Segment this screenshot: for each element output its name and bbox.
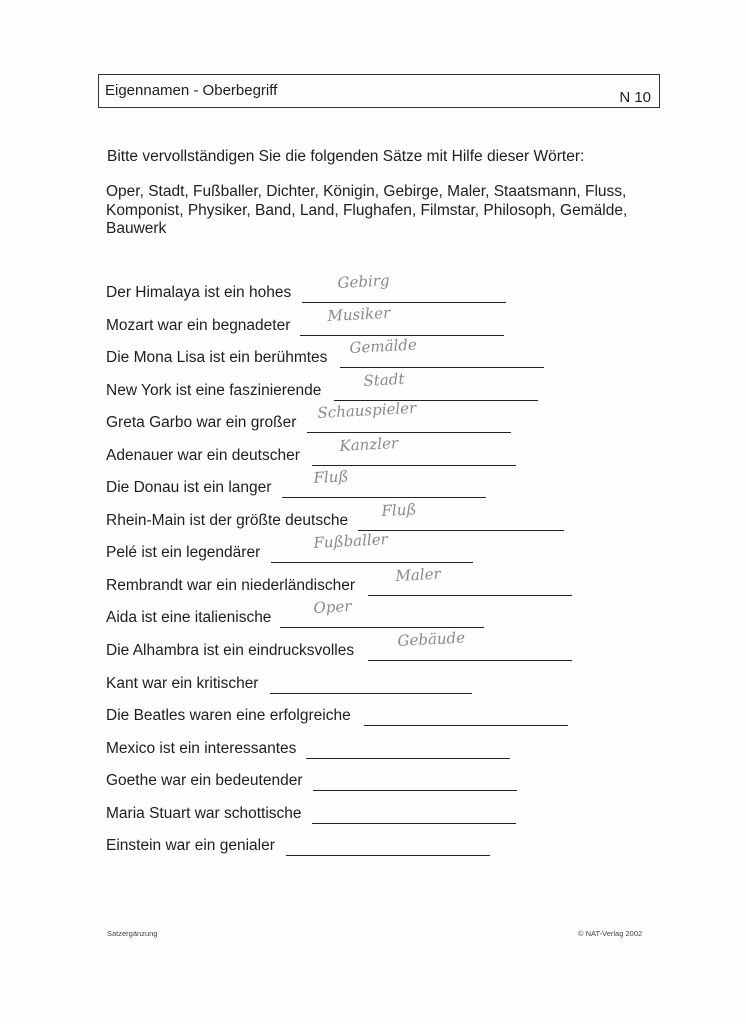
sentence-stem: Einstein war ein genialer: [106, 837, 275, 854]
handwritten-answer: Fluß: [381, 500, 417, 520]
answer-blank[interactable]: [271, 562, 473, 563]
answer-blank[interactable]: [286, 855, 490, 856]
answer-blank[interactable]: [312, 823, 516, 824]
answer-blank[interactable]: [280, 627, 484, 628]
footer-category: Satzergänzung: [107, 929, 158, 938]
sentence-stem: Kant war ein kritischer: [106, 675, 259, 692]
handwritten-answer: Fußballer: [313, 530, 389, 552]
answer-blank[interactable]: [364, 725, 568, 726]
handwritten-answer: Musiker: [327, 303, 391, 325]
answer-blank[interactable]: [282, 497, 486, 498]
sentence-stem: Adenauer war ein deutscher: [106, 447, 300, 464]
answer-blank[interactable]: [340, 367, 544, 368]
handwritten-answer: Gebäude: [397, 628, 466, 650]
answer-blank[interactable]: [313, 790, 517, 791]
instruction-text: Bitte vervollständigen Sie die folgenden Sätze mit Hilfe dieser Wörter:: [107, 148, 585, 165]
handwritten-answer: Gemälde: [349, 335, 418, 357]
handwritten-answer: Fluß: [313, 467, 349, 487]
sentence-stem: Aida ist eine italienische: [106, 609, 272, 626]
sentence-stem: Die Alhambra ist ein eindrucksvolles: [106, 642, 355, 659]
answer-blank[interactable]: [307, 432, 511, 433]
answer-blank[interactable]: [270, 693, 472, 694]
handwritten-answer: Maler: [395, 564, 442, 585]
sentence-stem: Mozart war ein begnadeter: [106, 317, 291, 334]
sentence-stem: New York ist eine faszinierende: [106, 382, 322, 399]
sentence-stem: Der Himalaya ist ein hohes: [106, 284, 292, 301]
sentence-stem: Rhein-Main ist der größte deutsche: [106, 512, 349, 529]
footer-copyright: © NAT-Verlag 2002: [578, 929, 643, 938]
sentence-stem: Goethe war ein bedeutender: [106, 772, 303, 789]
worksheet-title: Eigennamen - Oberbegriff: [105, 82, 278, 99]
handwritten-answer: Schauspieler: [317, 398, 417, 422]
answer-blank[interactable]: [358, 530, 564, 531]
sentence-stem: Pelé ist ein legendärer: [106, 544, 261, 561]
answer-blank[interactable]: [302, 302, 506, 303]
handwritten-answer: Gebirg: [337, 271, 390, 292]
handwritten-answer: Kanzler: [339, 433, 399, 455]
answer-blank[interactable]: [368, 660, 572, 661]
worksheet-code: N 10: [619, 89, 651, 106]
sentence-stem: Die Donau ist ein langer: [106, 479, 272, 496]
sentence-stem: Mexico ist ein interessantes: [106, 740, 297, 757]
handwritten-answer: Stadt: [363, 369, 405, 390]
title-box: [98, 74, 660, 108]
sentence-stem: Die Mona Lisa ist ein berühmtes: [106, 349, 328, 366]
handwritten-answer: Oper: [313, 597, 352, 617]
word-list: Oper, Stadt, Fußballer, Dichter, Königin, Gebirge, Maler, Staatsmann, Fluss, Komponist, Physiker, Band, Land, Flughafen, Filmstar, Philosoph, Gemälde, Bauwerk: [106, 183, 628, 237]
sentence-stem: Greta Garbo war ein großer: [106, 414, 297, 431]
answer-blank[interactable]: [312, 465, 516, 466]
sentence-stem: Maria Stuart war schottische: [106, 805, 302, 822]
answer-blank[interactable]: [368, 595, 572, 596]
sentence-stem: Rembrandt war ein niederländischer: [106, 577, 355, 594]
answer-blank[interactable]: [306, 758, 510, 759]
sentence-stem: Die Beatles waren eine erfolgreiche: [106, 707, 351, 724]
